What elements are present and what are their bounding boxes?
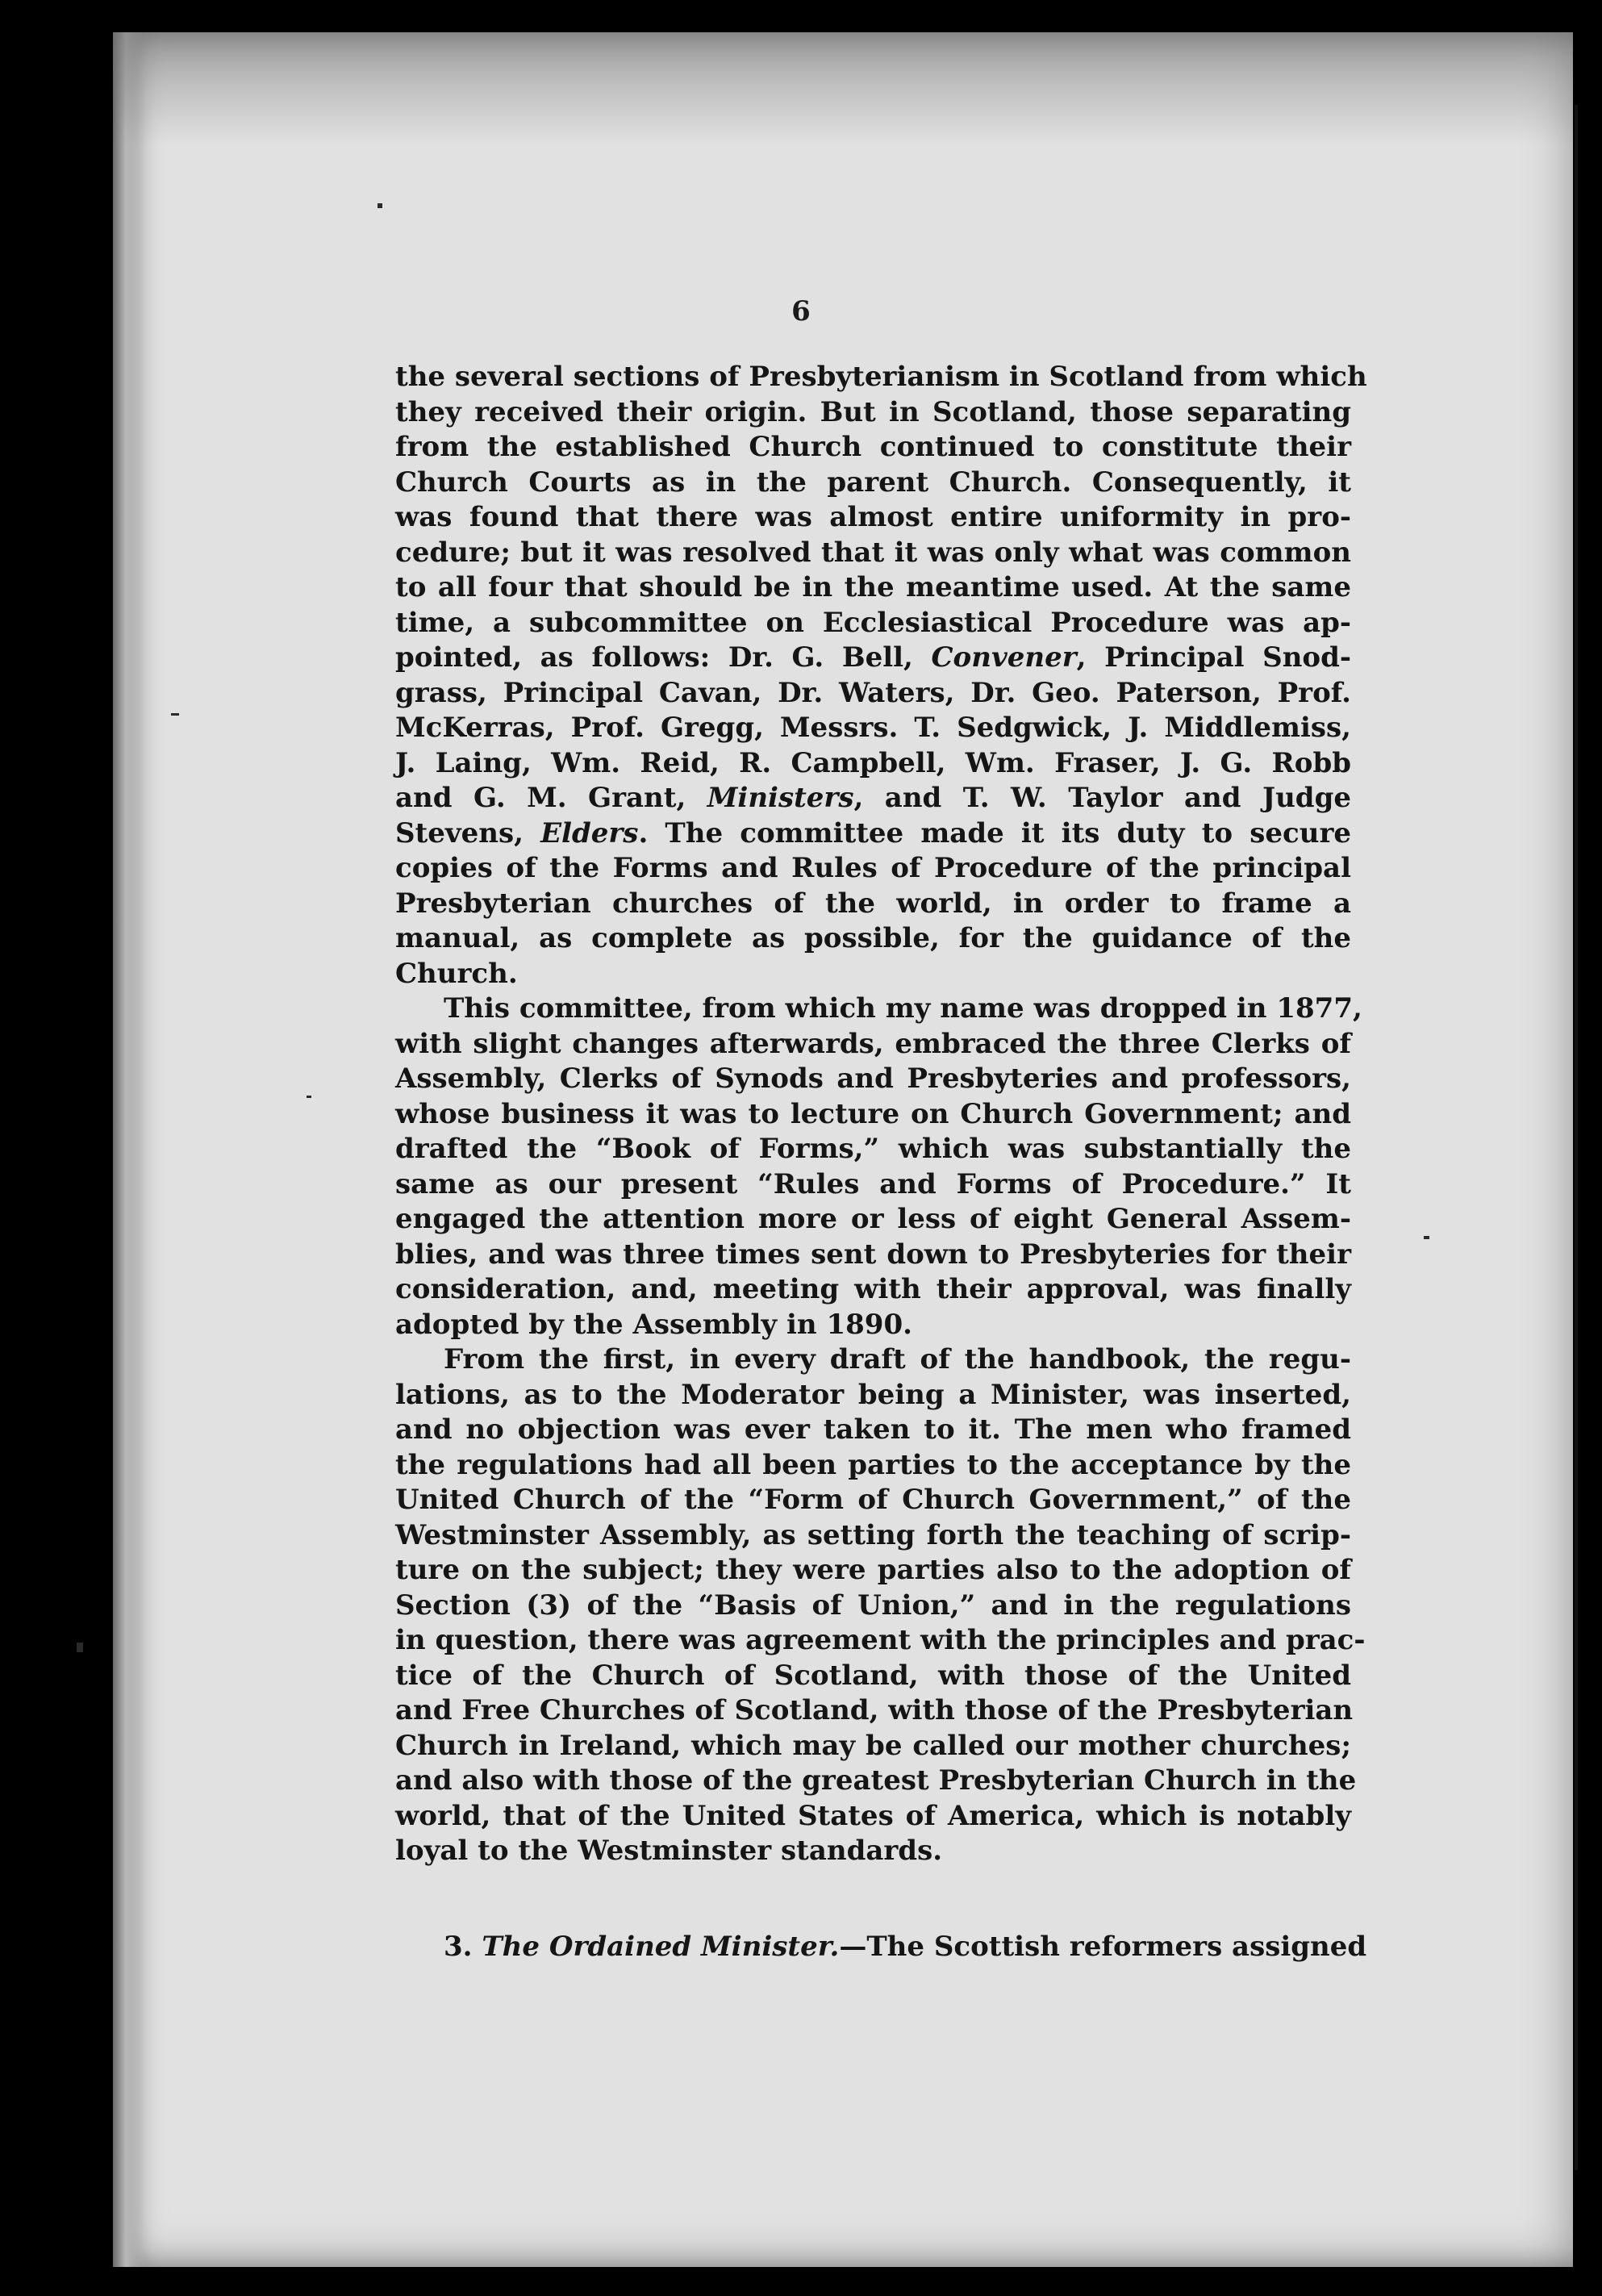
text-line: whose business it was to lecture on Church Government; and bbox=[395, 1097, 1351, 1130]
text-line: they received their origin. But in Scotland, those separating bbox=[395, 395, 1351, 428]
text-line: tice of the Church of Scotland, with those of the United bbox=[395, 1659, 1351, 1692]
text-line: and G. M. Grant, Ministers, and T. W. Taylor and Judge bbox=[395, 782, 1351, 814]
text-line: pointed, as follows: Dr. G. Bell, Convener, Principal Snod- bbox=[395, 641, 1351, 674]
text-line: consideration, and, meeting with their approval, was finally bbox=[395, 1273, 1351, 1305]
text-line: J. Laing, Wm. Reid, R. Campbell, Wm. Fraser, J. G. Robb bbox=[395, 746, 1351, 779]
text-line: world, that of the United States of America, which is notably bbox=[395, 1799, 1351, 1832]
text-line: time, a subcommittee on Ecclesiastical Procedure was ap- bbox=[395, 606, 1351, 639]
text-line: grass, Principal Cavan, Dr. Waters, Dr. Geo. Paterson, Prof. bbox=[395, 676, 1351, 709]
text-line: from the established Church continued to constitute their bbox=[395, 431, 1351, 463]
paragraph bbox=[395, 1342, 1366, 1869]
section-heading-line bbox=[395, 1931, 1367, 1963]
scan-speck bbox=[307, 1096, 311, 1098]
text-line: McKerras, Prof. Gregg, Messrs. T. Sedgwick, J. Middlemiss, bbox=[395, 712, 1351, 744]
text-line: drafted the “Book of Forms,” which was substantially the bbox=[395, 1133, 1351, 1165]
text-line: in question, there was agreement with the principles and prac- bbox=[395, 1624, 1366, 1656]
text-line: and Free Churches of Scotland, with those of the Presbyterian bbox=[395, 1694, 1354, 1726]
page-edge-shadow bbox=[1575, 105, 1578, 2170]
text-line: blies, and was three times sent down to Presbyteries for their bbox=[395, 1238, 1351, 1271]
text-line: the regulations had all been parties to the acceptance by the bbox=[395, 1448, 1351, 1481]
text-line: Church in Ireland, which may be called our mother churches; bbox=[395, 1729, 1351, 1762]
scan-speck bbox=[171, 713, 179, 716]
text-line: copies of the Forms and Rules of Procedure of the principal bbox=[395, 852, 1351, 884]
text-line: lations, as to the Moderator being a Minister, was inserted, bbox=[395, 1378, 1351, 1411]
scan-speck bbox=[1424, 1236, 1429, 1239]
text-line: Assembly, Clerks of Synods and Presbyteries and professors, bbox=[395, 1062, 1351, 1095]
section-text: —The Scottish reformers assigned bbox=[839, 1931, 1367, 1963]
section-title: The Ordained Minister. bbox=[482, 1931, 840, 1963]
text-line: Stevens, Elders. The committee made it its duty to secure bbox=[395, 816, 1351, 850]
text-line: Church Courts as in the parent Church. Consequently, it bbox=[395, 465, 1351, 499]
text-line: adopted by the Assembly in 1890. bbox=[395, 1308, 912, 1341]
text-line: with slight changes afterwards, embraced the three Clerks of bbox=[395, 1027, 1351, 1060]
text-line: This committee, from which my name was dropped in 1877, bbox=[444, 992, 1362, 1025]
text-line: ture on the subject; they were parties also to the adoption of bbox=[395, 1554, 1351, 1586]
text-line: Section (3) of the “Basis of Union,” and in the regulations bbox=[395, 1588, 1351, 1622]
scan-speck bbox=[378, 203, 382, 208]
text-line: From the first, in every draft of the handbook, the regu- bbox=[444, 1343, 1351, 1376]
text-line: to all four that should be in the meantime used. At the same bbox=[395, 571, 1351, 603]
text-line: Presbyterian churches of the world, in order to frame a bbox=[395, 887, 1351, 920]
section-number: 3. bbox=[444, 1931, 473, 1963]
text-line: same as our present “Rules and Forms of Procedure.” It bbox=[395, 1167, 1351, 1200]
text-line: Church. bbox=[395, 957, 518, 990]
text-line: United Church of the “Form of Church Government,” of the bbox=[395, 1484, 1351, 1516]
text-line: cedure; but it was resolved that it was only what was common bbox=[395, 536, 1351, 569]
text-line: loyal to the Westminster standards. bbox=[395, 1835, 943, 1867]
text-line: was found that there was almost entire uniformity in pro- bbox=[395, 501, 1351, 533]
paragraph bbox=[395, 991, 1362, 1342]
body-text bbox=[395, 360, 1367, 1869]
text-line: engaged the attention more or less of eight General Assem- bbox=[395, 1203, 1351, 1235]
text-line: Westminster Assembly, as setting forth the teaching of scrip- bbox=[395, 1518, 1351, 1551]
text-line: manual, as complete as possible, for the guidance of the bbox=[395, 922, 1351, 954]
text-line: and also with those of the greatest Presbyterian Church in the bbox=[395, 1764, 1357, 1797]
text-line: and no objection was ever taken to it. The men who framed bbox=[395, 1413, 1351, 1446]
text-line: the several sections of Presbyterianism in Scotland from which bbox=[395, 361, 1367, 393]
page-number: 6 bbox=[791, 295, 811, 328]
scan-speck bbox=[77, 1643, 83, 1652]
paragraph bbox=[395, 360, 1367, 991]
